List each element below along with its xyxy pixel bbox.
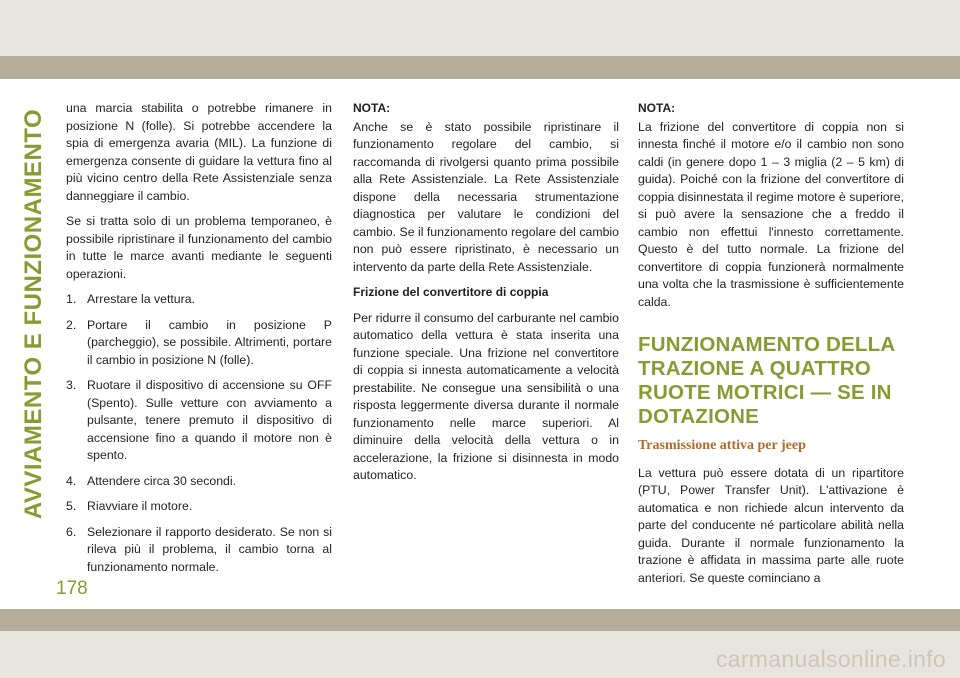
step-text: Arrestare la vettura. (87, 292, 195, 306)
col3-paragraph-1: La vettura può essere dotata di un ripartitore (PTU, Power Transfer Unit). L'attivazione è automatica e non richiede alcun intervento da parte del conducente né particolare abilità nella guida. Durante il normale funzionamento la trazione è affidata in massima parte alle ruote anteriori. Se queste cominciano a (638, 465, 904, 585)
step-text: Riavviare il motore. (87, 499, 193, 513)
step-number: 5. (66, 499, 77, 513)
col1-paragraph-2: Se si tratta solo di un problema temporaneo, è possibile ripristinare il funzionamento del cambio in tutte le marce avanti mediante le seguenti operazioni. (66, 214, 332, 281)
col2-paragraph-1: Per ridurre il consumo del carburante nel cambio automatico della vettura è stata inserita una funzione speciale. Una frizione nel convertitore di coppia si innesta automaticamente a velocità prestabilite. Ne consegue una sensibilità o una risposta leggermente diversa durante il normale funzionamento nelle marce superiori. Al diminuire della velocità della vettura o in accelerazione, la frizione si disinnesta in modo automatico. (353, 310, 619, 482)
top-band-bar (0, 56, 960, 79)
step-number: 2. (66, 317, 77, 332)
column-2 (353, 100, 619, 493)
top-band (0, 0, 960, 79)
col1-paragraph-1: una marcia stabilita o potrebbe rimanere in posizione N (folle). Si potrebbe accendere la spia di emergenza avaria (MIL). La funzione di emergenza consente di guidare la vettura fino al più vicino centro della Rete Assistenziale senza danneggiare il cambio. (66, 101, 332, 203)
section-title: FUNZIONAMENTO DELLA TRAZIONE A QUATTRO RUOTE MOTRICI — SE IN DOTAZIONE (638, 333, 895, 428)
column-3 (638, 100, 904, 595)
note-text: La frizione del convertitore di coppia non si innesta finché il motore e/o il cambio non sono caldi (in genere dopo 1 – 3 miglia (2 – 5 km) di guida). Poiché con la frizione del convertitore di coppia disinnestata il regime motore è superiore, si può avere la sensazione che a freddo il cambio non effettui l'innesto correttamente. Questo è del tutto normale. La frizione del convertitore di coppia funzionerà normalmente una volta che la trasmissione è sufficientemente calda. (638, 119, 904, 309)
step-item (66, 498, 332, 516)
step-number: 1. (66, 292, 77, 306)
side-label-text: AVVIAMENTO E FUNZIONAMENTO (20, 108, 48, 520)
watermark-text: carmanualsonline.info (715, 646, 946, 672)
section-side-label (14, 98, 54, 530)
page-number: 178 (56, 578, 88, 599)
step-item (66, 524, 332, 577)
step-text: Selezionare il rapporto desiderato. Se non si rileva più il problema, il cambio torna al funzionamento normale. (87, 524, 332, 574)
step-text: Ruotare il dispositivo di accensione su OFF (Spento). Sulle vetture con avviamento a pulsante, tenere premuto il dispositivo di accensione fino a quando il motore non è spento. (87, 378, 332, 462)
step-item (66, 317, 332, 370)
step-text: Attendere circa 30 secondi. (87, 473, 237, 488)
section-subtitle: Trasmissione attiva per jeep (638, 438, 806, 453)
note-title: NOTA: (353, 101, 391, 115)
note-text: Anche se è stato possibile ripristinare il funzionamento regolare del cambio, si raccomanda di rivolgersi quanto prima possibile alla Rete Assistenziale. La Rete Assistenziale dispone della necessaria strumentazione diagnostica per valutare le condizioni del cambio. Se il funzionamento regolare del cambio non può essere ripristinato, è necessario un intervento da parte della Rete Assistenziale. (353, 119, 619, 274)
step-item (66, 377, 332, 465)
step-text: Portare il cambio in posizione P (parcheggio), se possibile. Altrimenti, portare il cambio in posizione N (folle). (87, 317, 332, 367)
step-number: 3. (66, 378, 77, 392)
column-1 (66, 100, 332, 584)
step-item (66, 291, 332, 309)
step-number: 4. (66, 473, 77, 488)
bottom-band (0, 609, 960, 678)
steps-list (66, 291, 332, 576)
bottom-band-bar (0, 609, 960, 631)
note-title: NOTA: (638, 101, 676, 115)
step-number: 6. (66, 524, 77, 539)
subheading: Frizione del convertitore di coppia (353, 285, 549, 299)
step-item (66, 473, 332, 491)
